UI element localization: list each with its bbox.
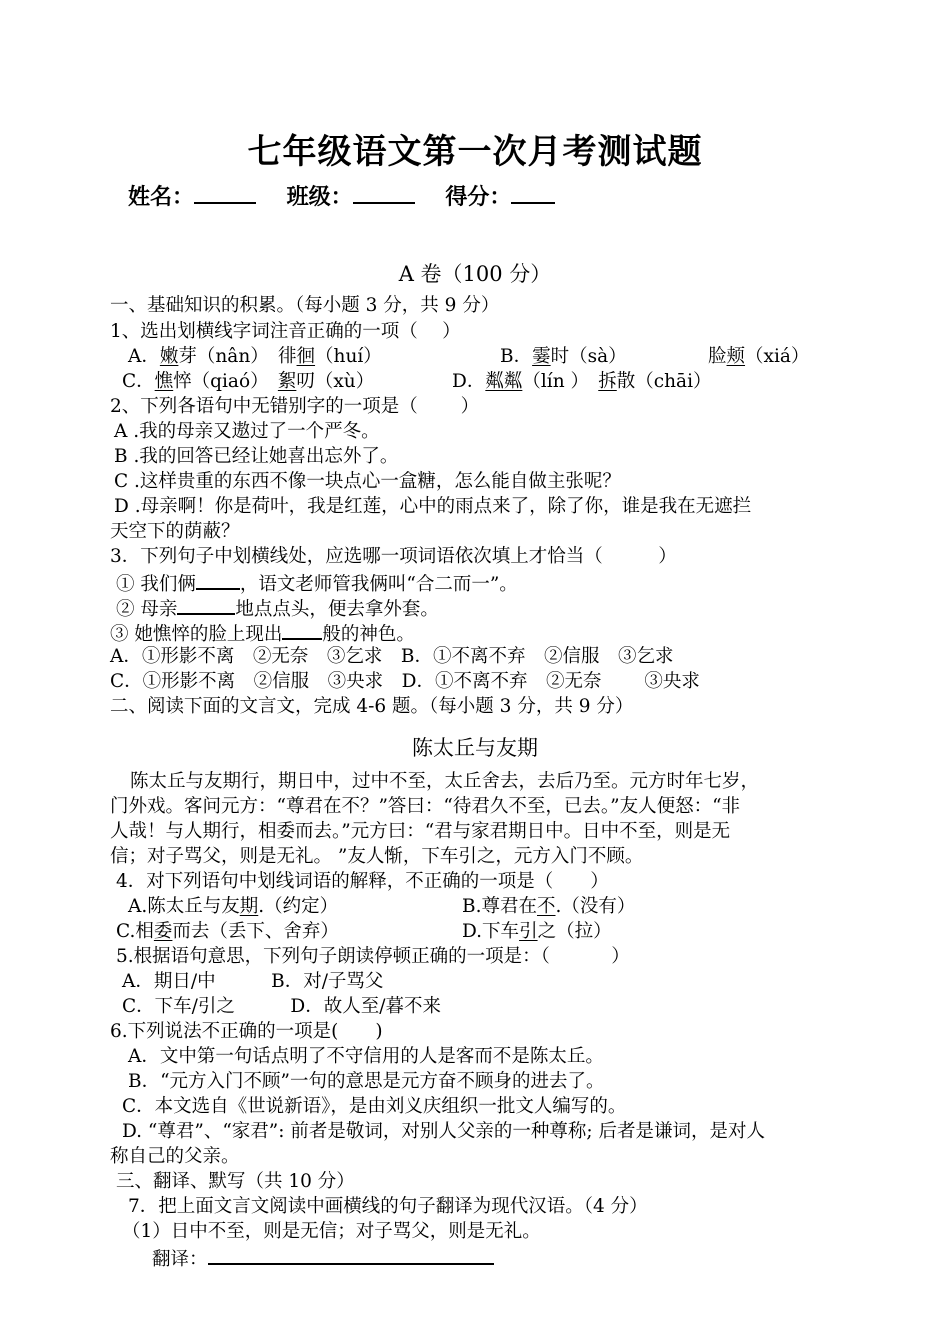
class-label: 班级： [286,184,353,210]
q4-option-d: D.下车引之（拉） [462,921,612,942]
q2-option-b: B .我的回答已经让她喜出忘外了。 [114,446,399,467]
passage-line-4: 信；对子骂父，则是无礼。 ”友人惭，下车引之，元方入门不顾。 [110,846,644,867]
section3-heading: 三、翻译、默写（共 10 分） [116,1171,355,1192]
q2-option-d-line2: 天空下的荫蔽？ [110,521,240,542]
q3-sentence-2: ② 母亲 地点点头，便去拿外套。 [116,595,439,622]
class-blank [353,182,415,204]
q7-item-1: （1）日中不至，则是无信；对子骂父，则是无礼。 [122,1221,541,1242]
name-label: 姓名： [128,184,195,210]
q6-option-b: B．“元方入门不顾”一句的意思是元方奋不顾身的进去了。 [128,1071,605,1092]
translation-blank [208,1245,494,1265]
score-label: 得分： [445,184,512,210]
q6-option-c: C．本文选自《世说新语》，是由刘义庆组织一批文人编写的。 [122,1096,627,1117]
q1-option-a: A．嫩芽（nân） 徘徊（huí） [128,346,382,367]
q1-stem: 1、选出划横线字词注音正确的一项（ ） [110,321,461,342]
q3-sentence-1: ① 我们俩 ，语文老师管我俩叫“合二而一”。 [116,570,518,597]
q6-option-a: A．文中第一句话点明了不守信用的人是客而不是陈太丘。 [128,1046,604,1067]
q6-stem: 6.下列说法不正确的一项是( ) [110,1021,383,1042]
passage-line-1: 陈太丘与友期行，期日中，过中不至，太丘舍去，去后乃至。元方时年七岁， [130,771,760,792]
paper-a-heading: A 卷（100 分） [398,262,552,286]
q2-option-d-line1: D .母亲啊！你是荷叶，我是红莲，心中的雨点来了，除了你，谁是我在无遮拦 [114,496,752,517]
passage-title: 陈太丘与友期 [412,736,538,760]
q2-stem: 2、下列各语句中无错别字的一项是（ ） [110,396,480,417]
passage-line-2: 门外戏。客问元方：“尊君在不？”答曰：“待君久不至，已去。”友人便怒：“非 [110,796,741,817]
q4-stem: 4．对下列语句中划线词语的解释，不正确的一项是（ ） [116,871,609,892]
q5-options-cd: C．下车/引之 D．故人至/暮不来 [122,996,441,1017]
q2-option-c: C .这样贵重的东西不像一块点心一盒糖，怎么能自做主张呢？ [114,471,621,492]
translate-label: 翻译： [152,1249,208,1270]
q6-option-d-line2: 称自己的父亲。 [110,1146,240,1167]
q7-stem: 7．把上面文言文阅读中画横线的句子翻译为现代汉语。（4 分） [128,1196,648,1217]
student-info-line [128,180,555,211]
section2-heading: 二、阅读下面的文言文，完成 4-6 题。（每小题 3 分，共 9 分） [110,696,634,717]
q2-option-a: A .我的母亲又遨过了一个严冬。 [114,421,380,442]
q5-options-ab: A．期日/中 B．对/子骂父 [122,971,384,992]
q1-option-b-word2: 脸颊（xiá） [708,346,810,367]
q1-option-b: B．霎时（sà） [500,346,627,367]
q3-stem: 3．下列句子中划横线处，应选哪一项词语依次填上才恰当（ ） [110,546,677,567]
q3-sentence-3: ③ 她憔悴的脸上现出 般的神色。 [110,620,415,647]
translation-line [152,1245,494,1272]
section1-heading: 一、基础知识的积累。（每小题 3 分，共 9 分） [110,295,500,316]
page-title: 七年级语文第一次月考测试题 [247,132,703,172]
q4-option-a: A.陈太丘与友期.（约定） [128,896,339,917]
q3-options-ab: A．①形影不离 ②无奈 ③乞求 B．①不离不弃 ②信服 ③乞求 [110,646,674,667]
q1-option-d: D．粼粼（lín ） 拆散（chāi） [452,371,712,392]
q4-option-c: C.相委而去（丢下、舍弃） [116,921,339,942]
name-blank [194,182,256,204]
passage-line-3: 人哉！与人期行，相委而去。”元方曰：“君与家君期日中。日中不至，则是无 [110,821,731,842]
q1-option-c: C．憔悴（qiaó） 絮叨（xù） [122,371,375,392]
score-blank [511,182,555,204]
q6-option-d-line1: D. “尊君”、“家君”: 前者是敬词，对别人父亲的一种尊称; 后者是谦词，是对人 [122,1121,765,1142]
q4-option-b: B.尊君在不.（没有） [462,896,636,917]
q5-stem: 5.根据语句意思，下列句子朗读停顿正确的一项是：（ ） [116,946,630,967]
q3-options-cd: C．①形影不离 ②信服 ③央求 D．①不离不弃 ②无奈 ③央求 [110,671,700,692]
